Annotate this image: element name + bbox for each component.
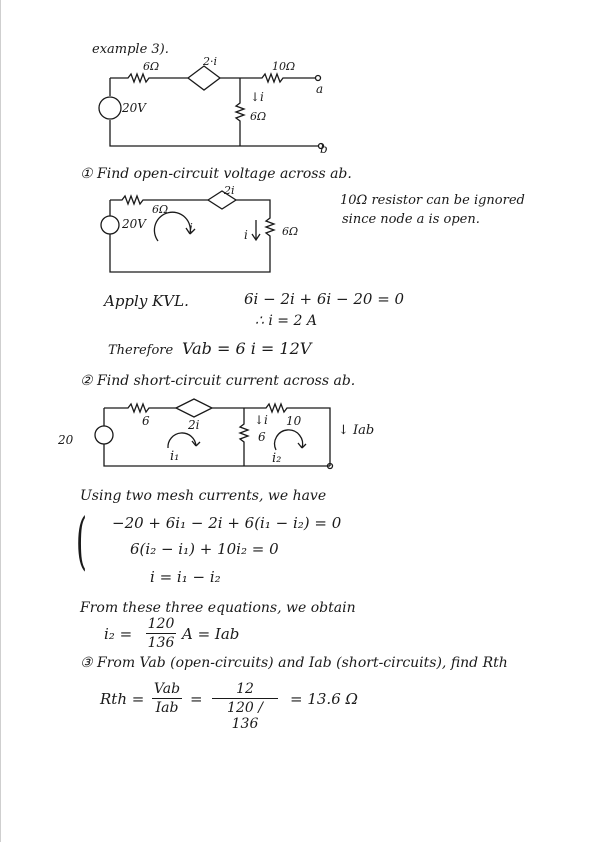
ex-label-20v: 20V — [122, 101, 146, 115]
ex-label-node-a: a — [316, 82, 324, 96]
mesh-equation-1: −20 + 6i₁ − 2i + 6(i₁ − i₂) = 0 — [112, 514, 342, 532]
s2-label-i1: i₁ — [170, 449, 180, 464]
result-numerator: 120 — [147, 616, 175, 632]
s1-label-6ohm-b: 6Ω — [282, 225, 299, 238]
result-lhs: i₂ = — [104, 625, 133, 643]
result-intro: From these three equations, we obtain — [80, 600, 356, 616]
rth-fraction-2 — [212, 681, 278, 732]
step2-circuit-diagram — [96, 398, 342, 478]
dependent-voltage-source — [176, 399, 212, 417]
s1-label-dep: 2i — [224, 184, 235, 197]
mesh-equation-2: 6(i₂ − i₁) + 10i₂ = 0 — [130, 540, 279, 558]
frac1-numerator: Vab — [153, 681, 181, 697]
s1-label-6ohm: 6Ω — [152, 203, 169, 216]
equation-brace: ( — [76, 504, 87, 577]
mesh-intro: Using two mesh currents, we have — [80, 488, 327, 504]
step1-heading: ① Find open-circuit voltage across ab. — [80, 166, 352, 182]
s1-label-20v: 20V — [122, 217, 146, 231]
s2-label-branch-i: ↓i — [254, 413, 268, 427]
resistor-6-branch — [240, 408, 248, 466]
ex-label-10ohm: 10Ω — [272, 60, 296, 73]
voltage-source-20v — [99, 97, 121, 119]
step1-note-line2: since node a is open. — [342, 212, 480, 227]
s2-label-6: 6 — [142, 414, 150, 428]
s2-label-dep: 2i — [188, 418, 200, 432]
step1-circuit-diagram — [98, 186, 278, 278]
s2-label-10: 10 — [286, 414, 302, 428]
resistor-10-ohm — [240, 74, 315, 82]
loop-current-arrow — [154, 212, 190, 241]
therefore-label: Therefore — [108, 343, 174, 358]
mesh-current-1-arrow — [168, 433, 200, 448]
resistor-6-ohm — [110, 74, 188, 82]
s1-label-branch-i: i — [244, 228, 248, 242]
branch-current-arrow — [252, 220, 260, 240]
ex-label-6ohm-b: 6Ω — [250, 110, 267, 123]
mesh-current-2-arrow — [275, 430, 306, 450]
rth-label: Rth = — [100, 690, 145, 708]
result-denominator: 136 — [147, 635, 175, 651]
s2-label-i2: i₂ — [272, 451, 282, 466]
result-fraction — [146, 616, 176, 651]
frac1-denominator: Iab — [155, 700, 179, 716]
example-title: example 3). — [92, 42, 169, 57]
voltage-source-20v — [101, 216, 119, 234]
therefore-equation: Vab = 6 i = 12V — [182, 339, 312, 358]
frac2-denominator: 120 / 136 — [227, 700, 263, 732]
kvl-result: ∴ i = 2 A — [255, 313, 317, 329]
resistor-6-ohm-branch — [110, 200, 274, 272]
rth-fraction-1 — [152, 681, 182, 716]
ex-label-6ohm: 6Ω — [143, 60, 160, 73]
kvl-label: Apply KVL. — [104, 292, 189, 310]
rth-equals: = — [190, 690, 203, 708]
rth-result: = 13.6 Ω — [290, 690, 358, 708]
resistor-10 — [212, 404, 330, 466]
s2-label-20: 20 — [58, 433, 74, 447]
step1-note-line1: 10Ω resistor can be ignored — [340, 193, 525, 208]
s2-label-iab: ↓ Iab — [338, 423, 375, 438]
s1-label-loop: i — [189, 221, 193, 235]
frac2-numerator: 12 — [236, 681, 254, 697]
step2-heading: ② Find short-circuit current across ab. — [80, 373, 356, 389]
mesh-equation-3: i = i₁ − i₂ — [150, 568, 221, 586]
s2-label-6b: 6 — [258, 430, 266, 444]
ex-label-node-b: b — [320, 142, 328, 156]
step3-heading: ③ From Vab (open-circuits) and Iab (short-circuits), find Rth — [80, 655, 508, 671]
page-edge — [0, 0, 1, 842]
kvl-equation: 6i − 2i + 6i − 20 = 0 — [244, 290, 405, 308]
dependent-voltage-source — [188, 66, 220, 90]
resistor-6 — [104, 404, 176, 412]
ex-label-current: ↓i — [250, 90, 264, 104]
ex-label-dep: 2·i — [203, 55, 218, 68]
node-a — [316, 76, 321, 81]
voltage-source-20 — [95, 426, 113, 444]
result-unit: A = Iab — [182, 625, 240, 643]
resistor-6-ohm-branch — [236, 78, 244, 146]
